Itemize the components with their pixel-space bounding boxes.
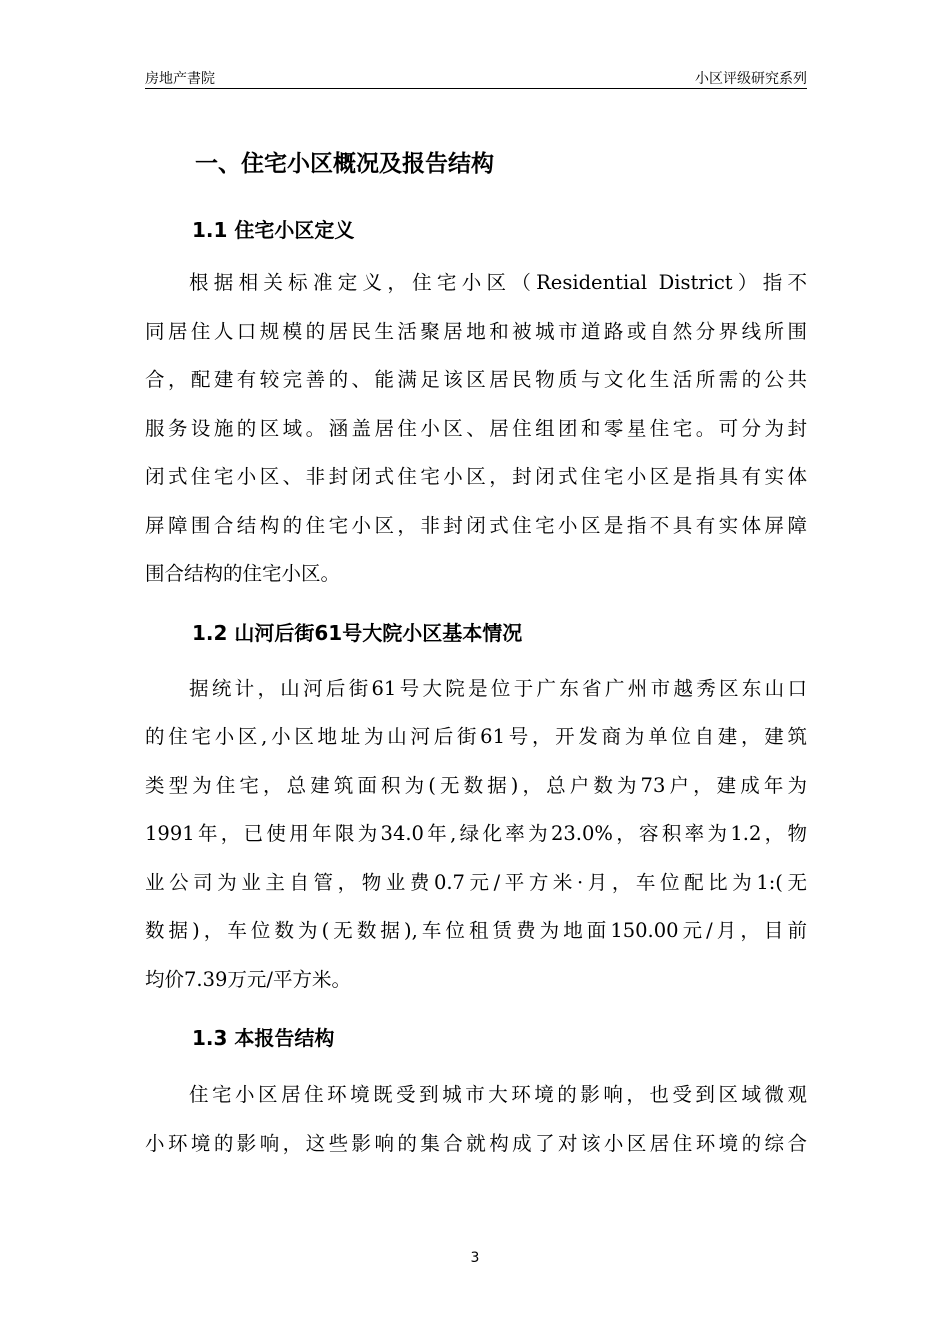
paragraph-report-structure	[145, 1071, 807, 1168]
paragraph-line: 住宅小区居住环境既受到城市大环境的影响，也受到区域微观	[189, 1083, 807, 1106]
page-header	[145, 66, 807, 89]
document-body	[145, 140, 807, 1168]
header-right-text: 小区评级研究系列	[695, 71, 807, 87]
header-left-text: 房地产書院	[145, 71, 215, 87]
paragraph-line: 小环境的影响，这些影响的集合就构成了对该小区居住环境的综合	[145, 1131, 807, 1155]
paragraph-line: 合，配建有较完善的、能满足该区居民物质与文化生活所需的公共	[145, 368, 807, 391]
paragraph-line: 数据)，车位数为(无数据),车位租赁费为地面150.00元/月，目前	[145, 919, 807, 942]
paragraph-line: 屏障围合结构的住宅小区，非封闭式住宅小区是指不具有实体屏障	[145, 513, 807, 537]
paragraph-line: 业公司为业主自管，物业费0.7元/平方米·月，车位配比为1:(无	[145, 870, 807, 894]
page-number: 3	[470, 1250, 480, 1266]
paragraph-basic-info	[145, 665, 807, 1005]
paragraph-line: 同居住人口规模的居民生活聚居地和被城市道路或自然分界线所围	[145, 319, 807, 343]
paragraph-line: 均价7.39万元/平方米。	[145, 967, 351, 991]
section-title-1-3: 1.3 本报告结构	[192, 1026, 335, 1050]
paragraph-line: 类型为住宅，总建筑面积为(无数据)，总户数为73户，建成年为	[145, 773, 807, 797]
section-title-1-2: 1.2 山河后街61号大院小区基本情况	[192, 620, 523, 645]
paragraph-line: 服务设施的区域。涵盖居住小区、居住组团和零星住宅。可分为封	[145, 416, 807, 440]
paragraph-line: 根据相关标准定义，住宅小区（Residential District）指不	[189, 271, 807, 294]
paragraph-line: 的住宅小区,小区地址为山河后街61号，开发商为单位自建，建筑	[145, 725, 807, 748]
chapter-title: 一、住宅小区概况及报告结构	[195, 151, 494, 177]
paragraph-definition	[145, 259, 807, 599]
section-title-1-1: 1.1 住宅小区定义	[192, 218, 355, 242]
paragraph-line: 1991年，已使用年限为34.0年,绿化率为23.0%，容积率为1.2，物	[145, 822, 807, 845]
paragraph-line: 闭式住宅小区、非封闭式住宅小区，封闭式住宅小区是指具有实体	[145, 465, 807, 488]
paragraph-line: 围合结构的住宅小区。	[145, 562, 341, 585]
paragraph-line: 据统计，山河后街61号大院是位于广东省广州市越秀区东山口	[189, 676, 807, 700]
